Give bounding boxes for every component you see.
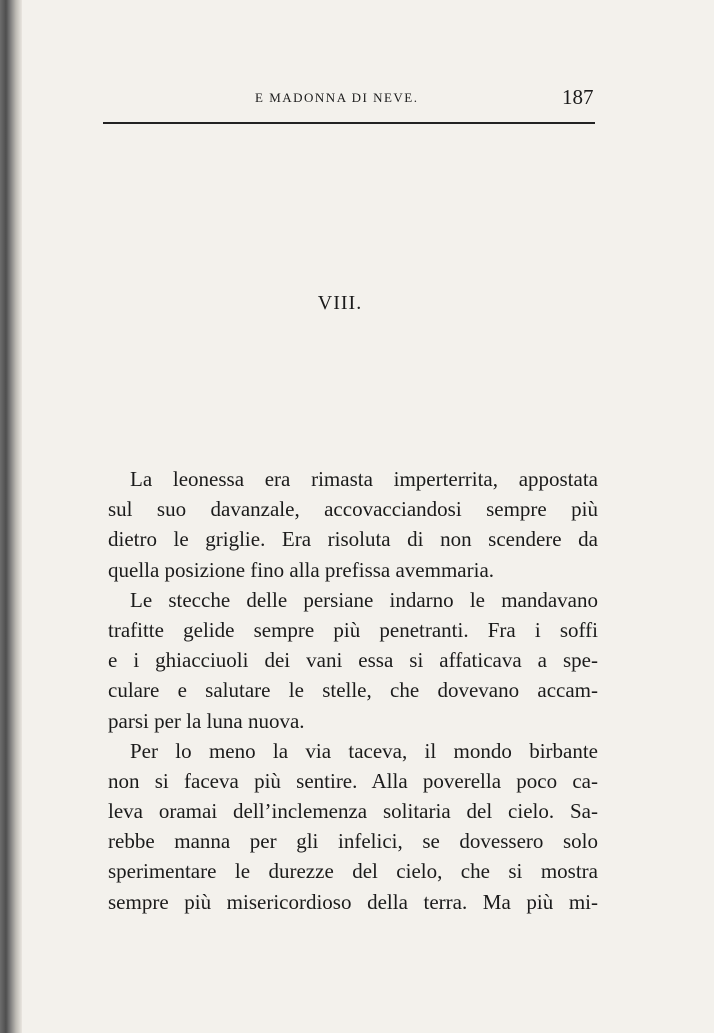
- text-line: quella posizione fino alla prefissa avemmaria.: [108, 557, 495, 582]
- running-head: [0, 86, 714, 110]
- text-line: Le stecche delle persiane indarno le mandavano: [130, 587, 598, 612]
- text-line: parsi per la luna nuova.: [108, 708, 305, 733]
- body-text: [108, 464, 598, 917]
- text-line: trafitte gelide sempre più penetranti. Fra i soffi: [108, 617, 598, 642]
- binding-edge: [0, 0, 22, 1033]
- text-line: rebbe manna per gli infelici, se dovessero solo: [108, 829, 598, 854]
- text-line: Per lo meno la via taceva, il mondo birbante: [130, 738, 598, 763]
- text-line: culare e salutare le stelle, che dovevano accam-: [108, 678, 598, 703]
- text-line: sul suo davanzale, accovacciandosi sempre più: [108, 497, 598, 522]
- chapter-heading: VIII.: [317, 292, 363, 314]
- running-head-title: E MADONNA DI NEVE.: [255, 90, 419, 105]
- text-line: sempre più misericordioso della terra. Ma più mi-: [108, 889, 598, 914]
- text-line: non si faceva più sentire. Alla poverella poco ca-: [108, 768, 598, 793]
- text-line: dietro le griglie. Era risoluta di non scendere da: [108, 527, 598, 552]
- text-line: La leonessa era rimasta imperterrita, appostata: [130, 467, 598, 491]
- page-number: 187: [562, 85, 594, 109]
- text-line: e i ghiacciuoli dei vani essa si affaticava a spe-: [108, 648, 598, 673]
- text-line: leva oramai dell’inclemenza solitaria del cielo. Sa-: [108, 799, 598, 824]
- text-line: sperimentare le durezze del cielo, che si mostra: [108, 859, 598, 884]
- header-rule: [103, 122, 595, 124]
